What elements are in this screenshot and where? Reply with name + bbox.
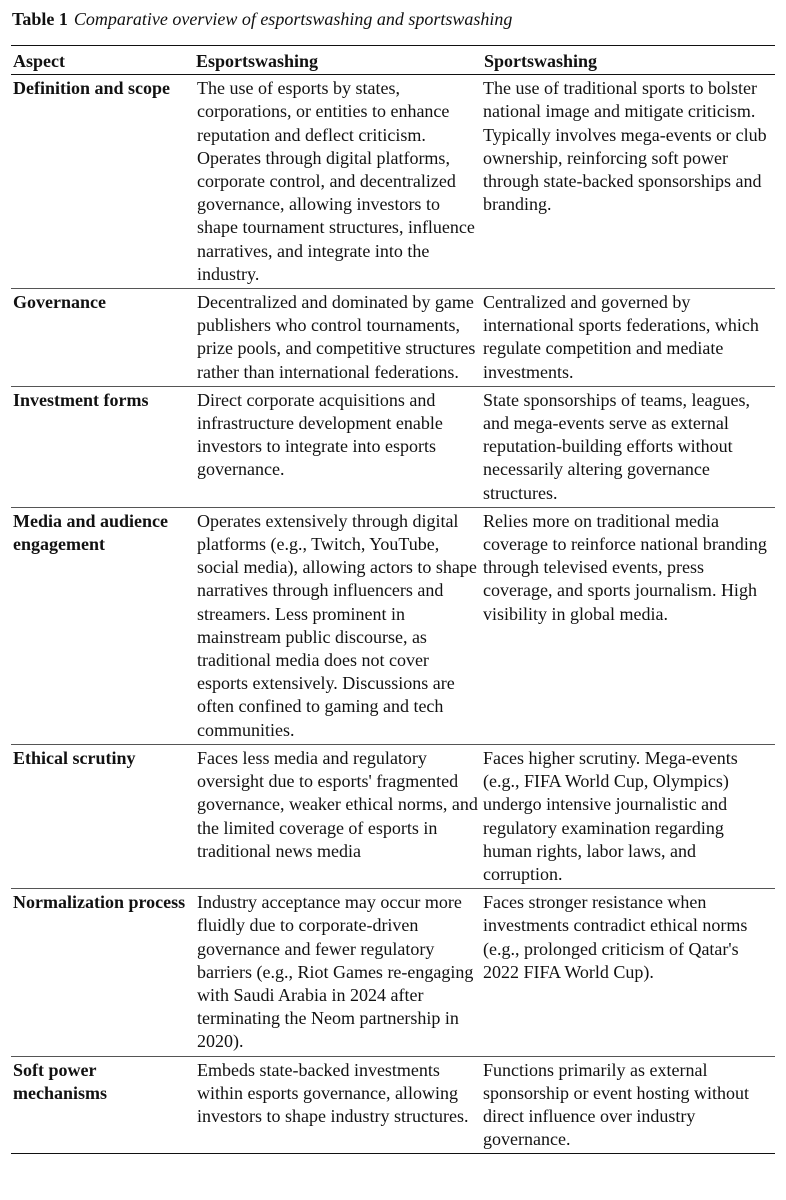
column-header-sportswashing: Sportswashing (482, 46, 775, 75)
cell-aspect: Governance (11, 289, 194, 387)
cell-esportswashing: Embeds state-backed investments within esports governance, allowing investors to shape industry structures. (194, 1056, 482, 1154)
cell-esportswashing: Faces less media and regulatory oversight due to esports' fragmented governance, weaker ethical norms, and the limited coverage of esports in traditional news media (194, 744, 482, 888)
column-header-esportswashing: Esportswashing (194, 46, 482, 75)
table-header-row (11, 46, 775, 75)
cell-aspect: Normalization process (11, 889, 194, 1056)
cell-aspect: Media and audience engagement (11, 507, 194, 744)
cell-aspect: Soft power mechanisms (11, 1056, 194, 1154)
cell-sportswashing: Faces higher scrutiny. Mega-events (e.g., FIFA World Cup, Olympics) undergo intensive journalistic and regulatory examination regarding human rights, labor laws, and corruption. (482, 744, 775, 888)
column-header-aspect: Aspect (11, 46, 194, 75)
comparison-table (11, 45, 775, 1154)
table-row (11, 744, 775, 888)
table-row (11, 507, 775, 744)
cell-aspect: Definition and scope (11, 75, 194, 289)
table-row (11, 1056, 775, 1154)
cell-sportswashing: Centralized and governed by international sports federations, which regulate competition and mediate investments. (482, 289, 775, 387)
table-caption-title: Comparative overview of esportswashing and sportswashing (73, 9, 513, 29)
table-row (11, 889, 775, 1056)
cell-esportswashing: Operates extensively through digital platforms (e.g., Twitch, YouTube, social media), allowing actors to shape narratives through influencers and streamers. Less prominent in mainstream public discourse, as traditional media does not cover esports extensively. Discussions are often confined to gaming and tech communities. (194, 507, 482, 744)
table-caption-label: Table 1 (12, 9, 68, 29)
cell-esportswashing: Industry acceptance may occur more fluidly due to corporate-driven governance and fewer regulatory barriers (e.g., Riot Games re-engaging with Saudi Arabia in 2024 after terminating the Neom partnership in 2020). (194, 889, 482, 1056)
cell-esportswashing: Direct corporate acquisitions and infrastructure development enable investors to integrate into esports governance. (194, 386, 482, 507)
cell-sportswashing: State sponsorships of teams, leagues, and mega-events serve as external reputation-building efforts without necessarily altering governance structures. (482, 386, 775, 507)
table-body (11, 75, 775, 1154)
table-row (11, 289, 775, 387)
table-caption (12, 8, 512, 30)
cell-aspect: Investment forms (11, 386, 194, 507)
table-header (11, 46, 775, 75)
cell-esportswashing: Decentralized and dominated by game publishers who control tournaments, prize pools, and competitive structures rather than international federations. (194, 289, 482, 387)
cell-aspect: Ethical scrutiny (11, 744, 194, 888)
cell-esportswashing: The use of esports by states, corporations, or entities to enhance reputation and deflect criticism. Operates through digital platforms, corporate control, and decentralized governance, allowing investors to shape tournament structures, influence narratives, and integrate into the industry. (194, 75, 482, 289)
cell-sportswashing: Relies more on traditional media coverage to reinforce national branding through televised events, press coverage, and sports journalism. High visibility in global media. (482, 507, 775, 744)
table-row (11, 386, 775, 507)
cell-sportswashing: Functions primarily as external sponsorship or event hosting without direct influence over industry governance. (482, 1056, 775, 1154)
cell-sportswashing: The use of traditional sports to bolster national image and mitigate criticism. Typically involves mega-events or club ownership, reinforcing soft power through state-backed sponsorships and branding. (482, 75, 775, 289)
table-row (11, 75, 775, 289)
cell-sportswashing: Faces stronger resistance when investments contradict ethical norms (e.g., prolonged criticism of Qatar's 2022 FIFA World Cup). (482, 889, 775, 1056)
